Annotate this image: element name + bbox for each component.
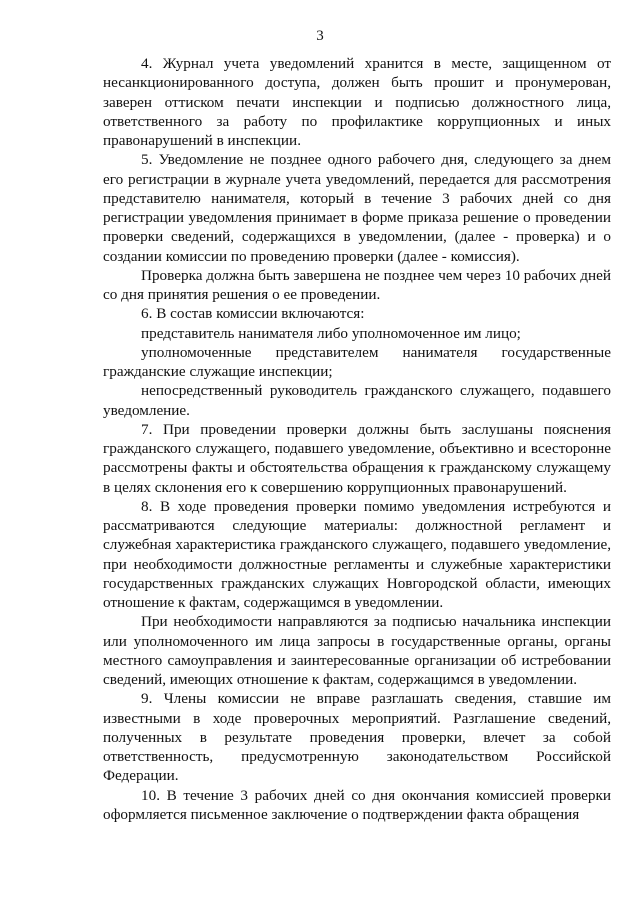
document-body — [103, 54, 611, 824]
page-number: 3 — [316, 28, 324, 44]
paragraph-5-deadline: Проверка должна быть завершена не позднее чем через 10 рабочих дней со дня принятия решения о ее проведении. — [103, 266, 611, 303]
paragraph-6-item-1: представитель нанимателя либо уполномоченное им лицо; — [141, 324, 521, 342]
paragraph-7: 7. При проведении проверки должны быть заслушаны пояснения гражданского служащего, подавшего уведомление, объективно и всесторонне рассмотрены факты и обстоятельства обращения к гражданскому служащему в целях склонения его к совершению коррупционных правонарушений. — [103, 420, 611, 496]
paragraph-6-item-3: непосредственный руководитель гражданского служащего, подавшего уведомление. — [103, 382, 611, 419]
paragraph-8-requests: При необходимости направляются за подписью начальника инспекции или уполномоченного им лица запросы в государственные органы, органы местного самоуправления и заинтересованные организации об истребовании сведений, имеющих отношение к фактам, содержащимся в уведомлении. — [103, 613, 611, 688]
paragraph-10: 10. В течение 3 рабочих дней со дня окончания комиссией проверки оформляется письменное заключение о подтверждении факта обращения — [103, 786, 611, 823]
paragraph-4: 4. Журнал учета уведомлений хранится в месте, защищенном от несанкционированного доступа, должен быть прошит и пронумерован, заверен оттиском печати инспекции и подписью должностного лица, ответственного за работу по профилактике коррупционных и иных правонарушений в инспекции. — [103, 55, 611, 149]
paragraph-5: 5. Уведомление не позднее одного рабочего дня, следующего за днем его регистрации в журнале учета уведомлений, передается для рассмотрения представителю нанимателя, который в течение 3 рабочих дней со дня регистрации уведомления принимает в форме приказа решение о проведении проверки сведений, содержащихся в уведомлении, (далее - проверка) и о создании комиссии по проведению проверки (далее - комиссия). — [103, 151, 611, 265]
paragraph-9: 9. Члены комиссии не вправе разглашать сведения, ставшие им известными в ходе проверочных мероприятий. Разглашение сведений, полученных в результате проведения проверки, влечет за собой ответственность, предусмотренную законодательством Российской Федерации. — [103, 690, 611, 785]
paragraph-6-item-2: уполномоченные представителем нанимателя государственные гражданские служащие инспекции; — [103, 343, 611, 380]
paragraph-8: 8. В ходе проведения проверки помимо уведомления истребуются и рассматриваются следующие материалы: должностной регламент и служебная характеристика гражданского служащего, подавшего уведомление, при необходимости должностные регламенты и служебные характеристики государственных гражданских служащих Новгородской области, имеющих отношение к фактам, содержащимся в уведомлении. — [103, 497, 611, 611]
paragraph-6: 6. В состав комиссии включаются: — [141, 305, 365, 323]
